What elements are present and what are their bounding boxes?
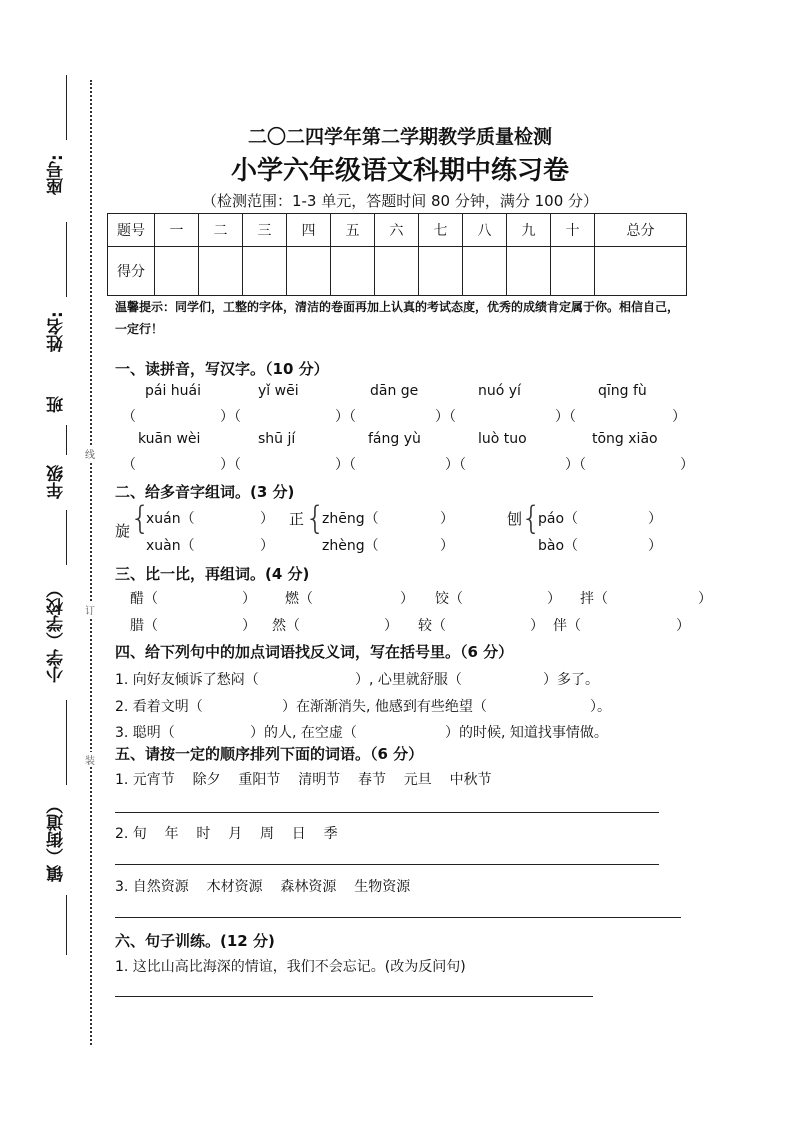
pinyin-item: kuān wèi [138, 431, 201, 447]
town-label: 镇（街道） [47, 797, 67, 883]
score-cell[interactable] [331, 247, 375, 296]
compare-char: 燃（ [285, 591, 313, 607]
answer-blank[interactable]: ） [530, 618, 544, 634]
brace-icon: { [521, 499, 542, 537]
compare-char: 拌（ [580, 591, 608, 607]
binding-dotted-line [90, 80, 92, 1045]
pinyin-item: fáng yù [368, 431, 421, 447]
polyphone-char: 刨 [507, 510, 523, 528]
seat-label: 座号: [47, 154, 67, 196]
answer-blank[interactable]: ） [680, 457, 694, 473]
grade-blank[interactable] [66, 510, 67, 565]
answer-blank[interactable]: ）（ [335, 409, 356, 425]
answer-blank[interactable]: ）（ [335, 457, 356, 473]
score-cell[interactable] [551, 247, 595, 296]
polyphone-char: 正 [289, 510, 305, 528]
word-list: 2. 旬 年 时 月 周 日 季 [115, 826, 338, 842]
answer-blank[interactable]: ）（ [445, 457, 466, 473]
sentence-text: ）的时候, 知道找事情做。 [445, 725, 608, 741]
answer-blank[interactable]: ）（ [555, 409, 576, 425]
answer-blank[interactable]: ） [400, 591, 414, 607]
compare-char: 腊（ [130, 618, 158, 634]
answer-blank[interactable]: （ [122, 409, 136, 425]
score-col: 六 [375, 214, 419, 247]
class-label: 班 [47, 396, 67, 414]
answer-blank[interactable]: （ [122, 457, 136, 473]
class-blank[interactable] [66, 425, 67, 455]
sentence-text: 3. 聪明（ [115, 725, 175, 741]
score-col: 八 [463, 214, 507, 247]
score-col: 七 [419, 214, 463, 247]
section4-title: 四、给下列句中的加点词语找反义词，写在括号里。（6 分） [115, 643, 514, 661]
polyphone-reading: xuán（ [146, 511, 195, 527]
sentence-text: ）, 心里就舒服（ [355, 672, 462, 688]
score-col: 三 [243, 214, 287, 247]
section5-title: 五、请按一定的顺序排列下面的词语。（6 分） [115, 745, 424, 763]
pinyin-item: qīng fù [598, 383, 647, 399]
score-header-label: 题号 [108, 214, 155, 247]
answer-blank[interactable]: ） [260, 511, 274, 527]
score-col: 五 [331, 214, 375, 247]
word-list: 3. 自然资源 木材资源 森林资源 生物资源 [115, 879, 411, 895]
pinyin-item: nuó yí [478, 383, 521, 399]
score-col: 一 [155, 214, 199, 247]
pinyin-item: tōng xiāo [592, 431, 658, 447]
polyphone-reading: zhèng（ [322, 538, 379, 554]
sentence-text: ）的人, 在空虚（ [250, 725, 357, 741]
score-total-cell[interactable] [595, 247, 687, 296]
score-cell[interactable] [463, 247, 507, 296]
binding-mark-xian: 线 [84, 446, 96, 461]
score-cell[interactable] [375, 247, 419, 296]
pinyin-item: dān ge [370, 383, 419, 399]
polyphone-reading: páo（ [538, 511, 579, 527]
word-list: 1. 元宵节 除夕 重阳节 清明节 春节 元旦 中秋节 [115, 772, 492, 788]
grade-label: 年级 [47, 465, 67, 500]
answer-blank[interactable]: ）（ [435, 409, 456, 425]
sentence-text: ）多了。 [543, 672, 599, 688]
score-col: 十 [551, 214, 595, 247]
sentence-text: ）。 [590, 699, 611, 715]
score-col: 四 [287, 214, 331, 247]
score-cell[interactable] [199, 247, 243, 296]
answer-blank[interactable]: ） [547, 591, 561, 607]
exam-scope: （检测范围：1-3 单元，答题时间 80 分钟，满分 100 分） [201, 192, 599, 210]
answer-line[interactable] [115, 864, 659, 865]
score-cell[interactable] [419, 247, 463, 296]
pinyin-item: yǐ wēi [258, 383, 299, 399]
polyphone-reading: bào（ [538, 538, 579, 554]
school-label: 小学（学校） [47, 581, 67, 684]
brace-icon: { [305, 499, 326, 537]
section1-title: 一、读拼音，写汉字。（10 分） [115, 360, 329, 378]
answer-blank[interactable]: ） [384, 618, 398, 634]
sentence-text: 1. 这比山高比海深的情谊，我们不会忘记。(改为反问句) [115, 959, 466, 975]
sentence-text: 2. 看着文明（ [115, 699, 203, 715]
paper-title: 小学六年级语文科期中练习卷 [230, 156, 569, 186]
seat-blank[interactable] [66, 75, 67, 140]
exam-title: 二〇二四学年第二学期教学质量检测 [247, 126, 552, 148]
binding-mark-zhuang: 装 [84, 752, 96, 767]
sentence-text: 1. 向好友倾诉了愁闷（ [115, 672, 259, 688]
answer-line[interactable] [115, 996, 593, 997]
answer-blank[interactable]: ） [440, 511, 454, 527]
score-cell[interactable] [287, 247, 331, 296]
binding-mark-ding: 订 [84, 602, 96, 617]
answer-line[interactable] [115, 812, 659, 813]
pinyin-item: luò tuo [478, 431, 527, 447]
answer-blank[interactable]: ）（ [220, 457, 241, 473]
school-blank[interactable] [66, 700, 67, 785]
compare-char: 伴（ [553, 618, 581, 634]
score-row-label: 得分 [108, 247, 155, 296]
pinyin-item: pái huái [145, 383, 202, 399]
score-col: 九 [507, 214, 551, 247]
answer-blank[interactable]: ） [676, 618, 690, 634]
pinyin-item: shū jí [258, 431, 296, 447]
score-cell[interactable] [155, 247, 199, 296]
sentence-text: ）在渐渐消失, 他感到有些绝望（ [282, 699, 487, 715]
answer-blank[interactable]: ）（ [220, 409, 241, 425]
answer-blank[interactable]: ） [698, 591, 712, 607]
score-table [107, 213, 687, 296]
answer-blank[interactable]: ） [260, 538, 274, 554]
score-col: 二 [199, 214, 243, 247]
answer-blank[interactable]: ） [648, 538, 662, 554]
answer-blank[interactable]: ）（ [565, 457, 586, 473]
score-cell[interactable] [243, 247, 287, 296]
polyphone-char: 旋 [115, 522, 131, 540]
section2-title: 二、给多音字组词。(3 分) [115, 483, 295, 501]
compare-char: 饺（ [435, 591, 463, 607]
name-label: 姓名: [47, 311, 67, 353]
answer-line[interactable] [115, 917, 681, 918]
section6-title: 六、句子训练。(12 分) [115, 932, 275, 950]
polyphone-reading: zhēng（ [322, 511, 379, 527]
warm-tip: 温馨提示：同学们，工整的字体，清洁的卷面再加上认真的考试态度，优秀的成绩肯定属于你。相信自己，一定行！ [115, 300, 680, 336]
score-total-label: 总分 [595, 214, 687, 247]
town-blank[interactable] [66, 895, 67, 955]
polyphone-reading: xuàn（ [146, 538, 195, 554]
answer-blank[interactable]: ） [672, 409, 686, 425]
brace-icon: { [130, 499, 151, 537]
answer-blank[interactable]: ） [648, 511, 662, 527]
section3-title: 三、比一比，再组词。(4 分) [115, 565, 310, 583]
answer-blank[interactable]: ） [242, 591, 256, 607]
name-blank[interactable] [66, 222, 67, 297]
answer-blank[interactable]: ） [242, 618, 256, 634]
compare-char: 较（ [418, 618, 446, 634]
compare-char: 然（ [272, 618, 300, 634]
score-cell[interactable] [507, 247, 551, 296]
compare-char: 醋（ [130, 591, 158, 607]
answer-blank[interactable]: ） [440, 538, 454, 554]
